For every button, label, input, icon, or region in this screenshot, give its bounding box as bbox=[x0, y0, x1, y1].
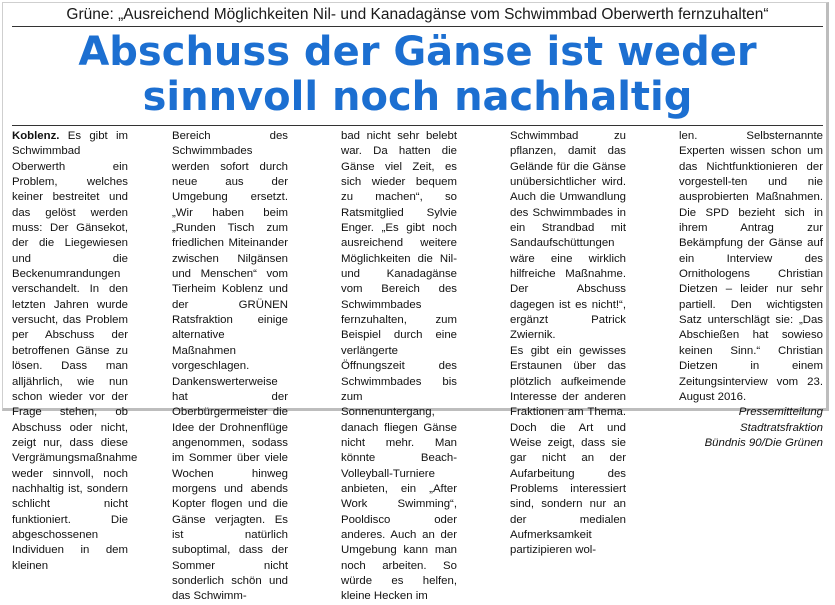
body-column-1 bbox=[12, 129, 138, 572]
column-3-text: bad nicht sehr belebt war. Da hatten die Gänse viel Zeit, es sich wieder bequem zu machen“, so Ratsmitglied Sylvie Enger. „Es gibt noch ausreichend weitere Möglichkeiten die Nil- und Kanadagänse vom Bereich des Schwimmbades fernzuhalten, zum Beispiel durch eine verlängerte Öffnungszeit des Schwimmbades bis zum Sonnenuntergang, danach fliegen Gänse nicht mehr. Man könnte Beach-Volleyball-Turniere anbieten, ein „After Work Swimming“, Pooldisco oder anderes. Auch an der Umgebung kann man noch arbeiten. So würde es helfen, kleine Hecken im bbox=[341, 130, 457, 603]
body-column-5 bbox=[679, 129, 823, 449]
column-4-paragraph-1: Schwimmbad zu pflanzen, damit das Gelände für die Gänse unübersichtlicher wird. Auch die Umwandlung des Schwimmbades in ein Strandbad mit Sandaufschüttungen wäre eine wirklich hilfreiche Maßnahme. Der Abschuss dagegen ist es nicht!“, ergänzt Patrick Zwiernik. bbox=[510, 130, 626, 342]
column-5-text: len. Selbsternannte Experten wissen schon um das Nichtfunktionieren der vorgestell-ten und nie ausprobierten Maßnahmen. Die SPD bezieht sich in ihrem Antrag zur Bekämpfung der Gänse auf ein Interview des Ornithologens Christian Dietzen – leider nur sehr partiell. Den wichtigsten Satz unterschlägt sie: „Das Abschießen hat sowieso keinen Sinn.“ Christian Dietzen in einem Zeitungsinterview vom 23. August 2016. bbox=[679, 130, 823, 403]
headline-line-2: sinnvoll noch nachhaltig bbox=[142, 74, 693, 120]
dateline: Koblenz. bbox=[12, 130, 60, 142]
article-kicker: Grüne: „Ausreichend Möglichkeiten Nil- und Kanadagänse vom Schwimmbad Oberwerth fernzuhalten“ bbox=[66, 6, 769, 23]
headline-rule bbox=[12, 125, 823, 126]
headline-line-1: Abschuss der Gänse ist weder bbox=[78, 29, 757, 75]
body-column-2 bbox=[172, 129, 288, 603]
column-1-text: Es gibt im Schwimmbad Oberwerth ein Problem, welches keiner bestreitet und das gelöst werden muss: Der Gänsekot, der die Liegewiesen und die Beckenumrandungen verschandelt. In den letzten Jahren wurde versucht, das Problem per Abschuss der betroffenen Gänse zu lösen. Dass man alljährlich, wie nun schon wieder vor der Frage stehen, ob Abschuss oder nicht, zeigt nur, dass diese Vergrämungsmaßnahme weder sinnvoll, noch nachhaltig ist, sondern schlicht nicht funktioniert. Die abgeschossenen Individuen in dem kleinen bbox=[12, 130, 138, 572]
article-headline bbox=[12, 30, 823, 120]
body-column-4 bbox=[510, 129, 626, 557]
column-2-text: Bereich des Schwimmbades werden sofort durch neue aus der Umgebung ersetzt. „Wir haben beim „Runden Tisch zum friedlichen Miteinander zwischen Nilgänsen und Menschen“ vom Tierheim Koblenz und der GRÜNEN Ratsfraktion einige alternative Maßnahmen vorgeschlagen. Dankenswerterweise hat der Oberbürgermeister die Idee der Drohnenflüge angenommen, sodass im Sommer über viele Wochen hinweg morgens und abends Kopter flogen und die Gänse verjagten. Es ist natürlich suboptimal, dass der Sommer nicht sonderlich schön und das Schwimm- bbox=[172, 130, 288, 603]
column-1-paragraph bbox=[12, 129, 138, 574]
signature-line-1: Pressemitteilung bbox=[738, 406, 823, 419]
signature-line-2: Stadtratsfraktion bbox=[740, 421, 823, 434]
signature-line-3: Bündnis 90/Die Grünen bbox=[704, 436, 823, 449]
column-4-paragraph-2: Es gibt ein gewisses Erstaunen über das plötzlich aufkeimende Interesse der anderen Fraktionen am Thema. Doch die Art und Weise zeigt, dass sie gar nicht an der Aufarbeitung des Problems interessiert sind, sondern nur an der medialen Aufmerksamkeit partizipieren wol- bbox=[510, 344, 626, 557]
signature bbox=[679, 405, 823, 451]
kicker-rule bbox=[12, 26, 823, 27]
body-column-3 bbox=[341, 129, 457, 603]
